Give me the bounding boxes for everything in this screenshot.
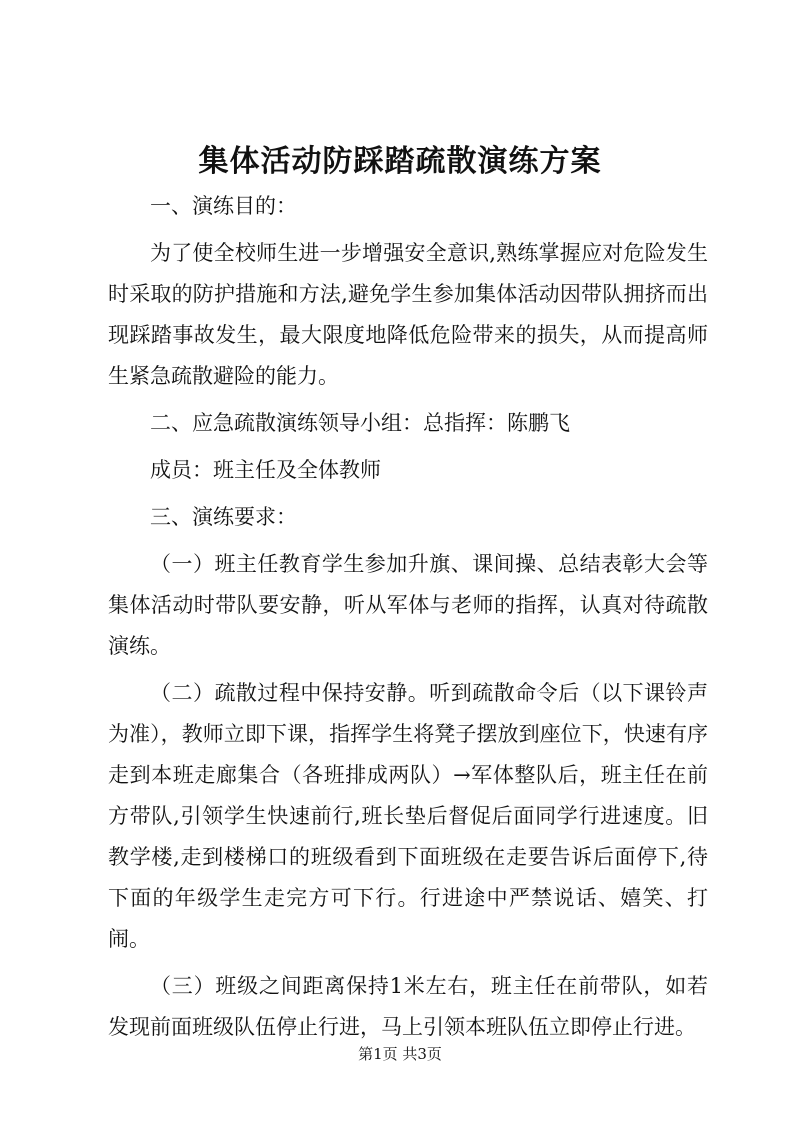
paragraph-members: 成员：班主任及全体教师 (150, 458, 381, 482)
paragraph-requirement-2: （二）疏散过程中保持安静。听到疏散命令后（以下课铃声为准），教师立即下课，指挥学生将凳子摆放到座位下，快速有序走到本班走廊集合（各班排成两队）→军体整队后，班主任在前方带队,引领学生快速前行,班长垫后督促后面同学行进速度。旧教学楼,走到楼梯口的班级看到下面班级在走要告诉后面停下,待下面的年级学生走完方可下行。行进途中严禁说话、嬉笑、打闹。 (108, 681, 708, 951)
paragraph-requirement-1: （一）班主任教育学生参加升旗、课间操、总结表彰大会等集体活动时带队要安静，听从军体与老师的指挥，认真对待疏散演练。 (108, 552, 708, 658)
section-heading-requirements: 三、演练要求： (150, 505, 297, 529)
document-title: 集体活动防踩踏疏散演练方案 (198, 144, 602, 179)
section-heading-purpose: 一、演练目的： (150, 194, 297, 218)
page-number-footer: 第1页 共3页 (358, 1045, 442, 1063)
paragraph-requirement-3: （三）班级之间距离保持1米左右，班主任在前带队，如若发现前面班级队伍停止行进，马上引领本班队伍立即停止行进。 (108, 974, 708, 1039)
paragraph-purpose: 为了使全校师生进一步增强安全意识,熟练掌握应对危险发生时采取的防护措施和方法,避免学生参加集体活动因带队拥挤而出现踩踏事故发生，最大限度地降低危险带来的损失，从而提高师生紧急疏散避险的能力。 (108, 241, 708, 388)
document-body (108, 186, 708, 1048)
section-heading-leadership: 二、应急疏散演练领导小组：总指挥：陈鹏飞 (150, 411, 570, 435)
